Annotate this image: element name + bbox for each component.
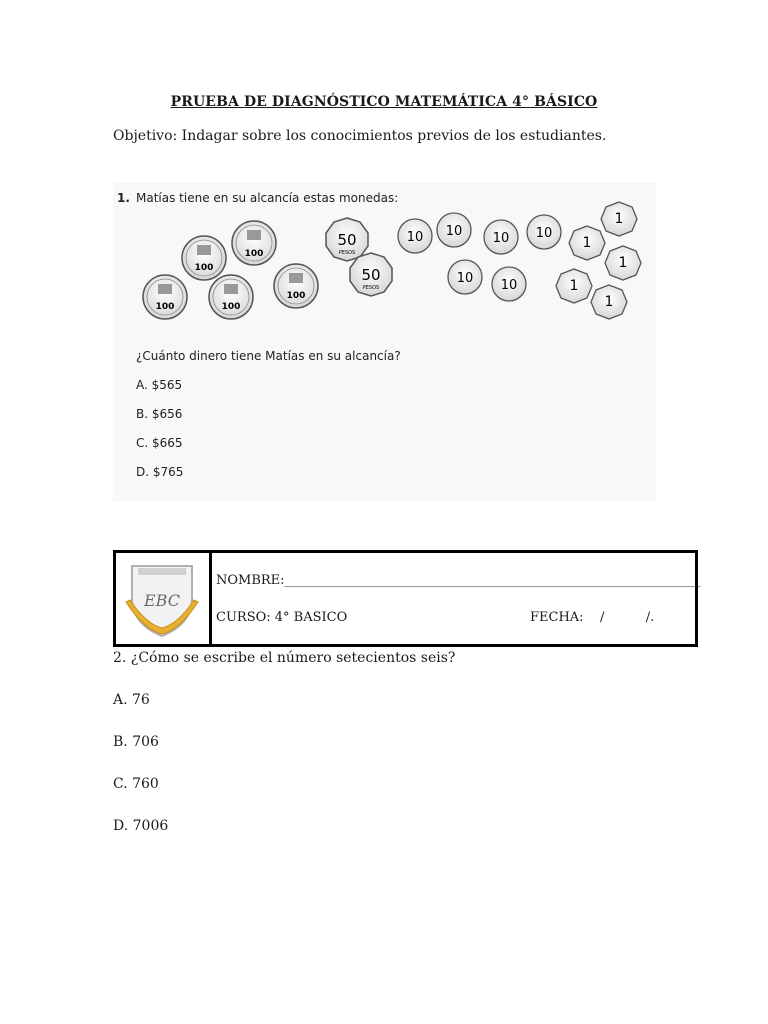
- coin-100-icon: [182, 236, 226, 280]
- question-1-option-b: B. $656: [136, 407, 183, 421]
- coin-10-icon: [527, 215, 561, 249]
- coin-10-icon: [492, 267, 526, 301]
- question-2-option-d: D. 7006: [113, 818, 169, 834]
- date-field: / /.: [600, 610, 655, 625]
- student-info-table: [113, 550, 701, 647]
- svg-text:100: 100: [244, 249, 264, 259]
- coin-10-icon: [448, 260, 482, 294]
- svg-text:10: 10: [500, 278, 518, 293]
- course-label: CURSO: 4° BASICO: [216, 610, 348, 625]
- svg-text:100: 100: [155, 302, 175, 312]
- coin-100-icon: [274, 264, 318, 308]
- page-title: PRUEBA DE DIAGNÓSTICO MATEMÁTICA 4° BÁSICO: [170, 94, 598, 110]
- svg-text:100: 100: [286, 291, 306, 301]
- svg-text:10: 10: [456, 271, 474, 286]
- question-2-option-a: A. 76: [113, 692, 150, 708]
- coin-100-icon: [143, 275, 187, 319]
- coin-1-icon: [569, 226, 605, 260]
- coin-1-icon: [556, 269, 592, 303]
- svg-text:100: 100: [194, 263, 214, 273]
- question-1-text: Matías tiene en su alcancía estas monedas:: [136, 191, 399, 205]
- question-1-number: 1.: [117, 191, 130, 205]
- question-1-option-c: C. $665: [136, 436, 183, 450]
- coin-10-icon: [437, 213, 471, 247]
- question-2-option-c: C. 760: [113, 776, 159, 792]
- logo-cell: [116, 553, 212, 644]
- svg-text:10: 10: [492, 231, 510, 246]
- coins-illustration: [113, 183, 656, 501]
- coin-50-icon: [350, 253, 392, 296]
- objective-text: Objetivo: Indagar sobre los conocimientos previos de los estudiantes.: [113, 128, 607, 144]
- svg-text:50: 50: [337, 231, 357, 249]
- coin-1-icon: [605, 246, 641, 280]
- coin-50-icon: [326, 218, 368, 261]
- svg-text:1: 1: [569, 278, 579, 294]
- question-2-option-b: B. 706: [113, 734, 159, 750]
- svg-text:PESOS: PESOS: [362, 285, 380, 291]
- coin-1-icon: [591, 285, 627, 319]
- svg-text:1: 1: [618, 255, 628, 271]
- svg-text:100: 100: [221, 302, 241, 312]
- svg-text:1: 1: [582, 235, 592, 251]
- coin-100-icon: [209, 275, 253, 319]
- question-1-option-a: A. $565: [136, 378, 183, 392]
- svg-text:50: 50: [361, 266, 381, 284]
- svg-text:1: 1: [604, 294, 614, 310]
- svg-text:10: 10: [445, 224, 463, 239]
- question-1-prompt: ¿Cuánto dinero tiene Matías en su alcancía?: [136, 349, 401, 363]
- svg-text:10: 10: [535, 226, 553, 241]
- coin-100-icon: [232, 221, 276, 265]
- question-1-figure: [113, 183, 656, 501]
- coin-10-icon: [398, 219, 432, 253]
- name-field-label: NOMBRE:________________________________________________________________: [216, 573, 701, 588]
- svg-text:10: 10: [406, 230, 424, 245]
- coin-10-icon: [484, 220, 518, 254]
- coin-1-icon: [601, 202, 637, 236]
- school-crest-icon: [124, 558, 200, 640]
- question-2-text: 2. ¿Cómo se escribe el número setecientos seis?: [113, 650, 456, 666]
- svg-text:1: 1: [614, 211, 624, 227]
- svg-text:EBC: EBC: [144, 591, 180, 610]
- question-1-option-d: D. $765: [136, 465, 184, 479]
- svg-text:PESOS: PESOS: [338, 250, 356, 256]
- date-label: FECHA:: [530, 610, 584, 625]
